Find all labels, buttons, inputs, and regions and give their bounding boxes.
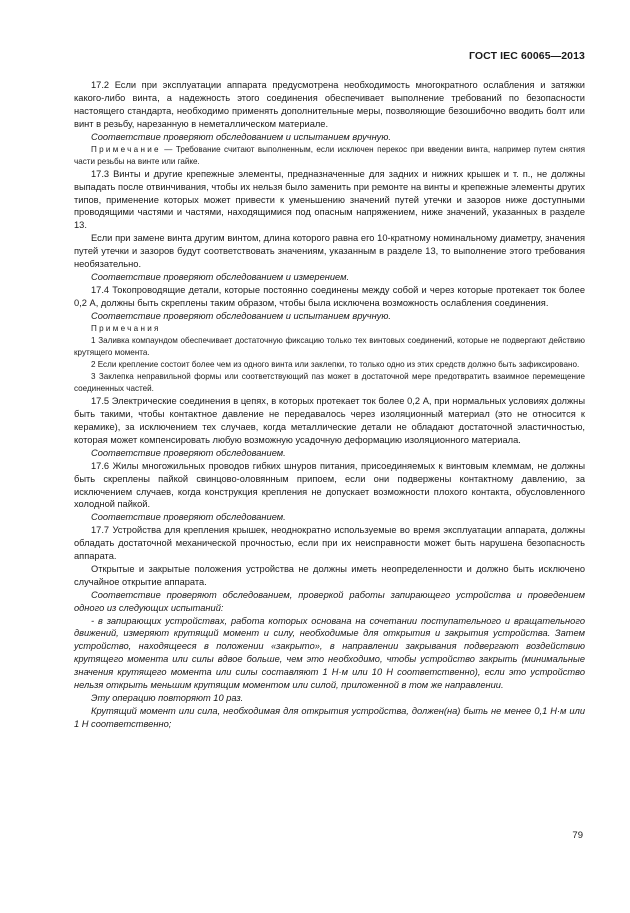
- test-procedure: - в запирающих устройствах, работа которых основана на сочетании поступательного и вращательного движений, измеряют крутящий момент и силу, необходимые для открытия и закрытия устройства. Затем устройство, находящееся в положении «закрыто», в направлении закрывания подвергают воздействию крутящего момента или силы вдвое больше, чем это необходимо, чтобы устройство закрыть (минимальные значения крутящего момента или силы составляют 1 Н·м или 10 Н соответственно), если это устройство нельзя открыть меньшим крутящим моментом или силой, приложенной в том же направлении.: [74, 615, 585, 691]
- compliance-check: Соответствие проверяют обследованием.: [91, 512, 286, 523]
- clause-17-6: 17.6 Жилы многожильных проводов гибких шнуров питания, присоединяемых к винтовым клеммам, не должны быть скреплены пайкой свинцово-оловянным припоем, если они подвержены контактному давлению, за исключением случаев, когда конструкция крепления не допускает возможности плохого контакта, обусловленного холодной пайкой.: [74, 460, 585, 510]
- clause-17-4: 17.4 Токопроводящие детали, которые постоянно соединены между собой и через которые протекает ток более 0,2 А, должны быть скреплены таким образом, чтобы была исключена возможность ослабления соединения.: [74, 284, 585, 308]
- clause-17-5: 17.5 Электрические соединения в цепях, в которых протекает ток более 0,2 А, при нормальных условиях должны быть такими, чтобы контактное давление не передавалось через изоляционный материал (это не относится к керамике), за исключением тех случаев, когда металлические детали не обладают достаточной эластичностью, которая может компенсировать любую возможную усадочную деформацию изоляционного материала.: [74, 396, 585, 445]
- compliance-check: Соответствие проверяют обследованием, проверкой работы запирающего устройства и проведением одного из следующих испытаний:: [74, 589, 585, 613]
- clause-17-2: 17.2 Если при эксплуатации аппарата предусмотрена необходимость многократного ослабления и затяжки какого-либо винта, а надежность этого соединения обеспечивает выполнение требований по безопасности настоящего стандарта, необходимо применять дополнительные меры, позволяющие безошибочно вводить болт или винт в резьбу, нарезанную в неметаллическом материале.: [74, 80, 585, 129]
- note-label: Примечание: [91, 144, 161, 154]
- document-body: [74, 79, 585, 731]
- note-text: — Требование считают выполненным, если исключен перекос при введении винта, например путем снятия части резьбы на винте или гайке.: [74, 144, 585, 166]
- compliance-check: Соответствие проверяют обследованием и измерением.: [91, 271, 350, 282]
- notes-heading: Примечания: [91, 323, 161, 333]
- note: [74, 144, 585, 168]
- clause-17-7-cont: Открытые и закрытые положения устройства не должны иметь неопределенности и должно быть исключено случайное открытие аппарата.: [74, 563, 585, 587]
- clause-17-3: 17.3 Винты и другие крепежные элементы, предназначенные для задних и нижних крышек и т. п., не должны выпадать после отвинчивания, чтобы их нельзя было заменить при ремонте на винты и крепежные элементы других типов, применение которых может привести к уменьшению значений путей утечки и зазоров ниже доступными проводящими частями и частями, находящимися под опасным напряжением, ниже значений, указанных в разделе 13.: [74, 168, 585, 231]
- note-3: 3 Заклепка неправильной формы или соответствующий паз может в достаточной мере предотвратить взаимное перемещение соединенных частей.: [74, 371, 585, 394]
- compliance-check: Соответствие проверяют обследованием.: [91, 447, 286, 458]
- page-number: 79: [572, 830, 583, 841]
- note-1: 1 Заливка компаундом обеспечивает достаточную фиксацию только тех винтовых соединений, которые не подвергают действию крутящего момента.: [74, 335, 585, 357]
- test-repeat: Эту операцию повторяют 10 раз.: [91, 693, 244, 703]
- test-criterion: Крутящий момент или сила, необходимая для открытия устройства, должен(на) быть не менее 0,1 Н·м или 1 Н соответственно;: [74, 705, 585, 729]
- compliance-check: Соответствие проверяют обследованием и испытанием вручную.: [91, 131, 391, 142]
- compliance-check: Соответствие проверяют обследованием и испытанием вручную.: [91, 310, 391, 321]
- clause-17-3-cont: Если при замене винта другим винтом, длина которого равна его 10-кратному номинальному диаметру, значения путей утечки и зазоров будут соответствовать значениям, указанным в разделе 13, то выполнение этого требования необязательно.: [74, 233, 585, 270]
- note-2: 2 Если крепление состоит более чем из одного винта или заклепки, то только одно из этих средств должно быть зафиксировано.: [91, 359, 580, 369]
- clause-17-7: 17.7 Устройства для крепления крышек, неоднократно используемые во время эксплуатации аппарата, должны обладать достаточной механической прочностью, если при их неисправности может быть нарушена безопасность аппарата.: [74, 525, 585, 562]
- document-header: ГОСТ IEC 60065—2013: [468, 50, 585, 62]
